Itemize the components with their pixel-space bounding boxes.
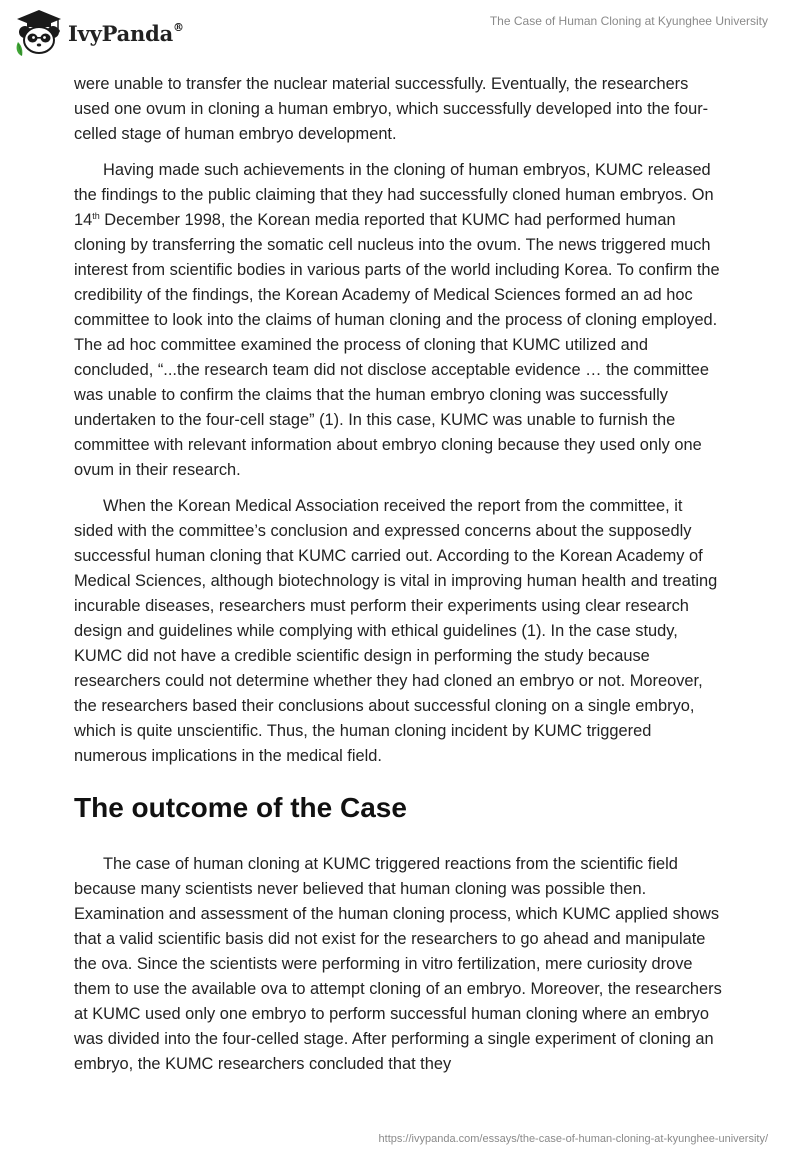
page-header [0,0,800,70]
paragraph-4: The case of human cloning at KUMC triggered reactions from the scientific field because many scientists never believed that human cloning was possible then. Examination and assessment of the human cloning process, which KUMC applied shows that a valid scientific basis did not exist for the researchers to go ahead and manipulate the ova. Since the scientists were performing in vitro fertilization, mere curiosity drove them to use the available ova to attempt cloning of an embryo. Moreover, the researchers at KUMC used only one embryo to perform successful human cloning where an embryo was divided into the four-celled stage. After performing a single experiment of cloning an embryo, the KUMC researchers concluded that they [74,855,722,1073]
ordinal-suffix: th [92,211,100,221]
panda-graduate-icon [14,8,64,58]
document-title: The Case of Human Cloning at Kyunghee University [489,14,768,28]
ivypanda-logo[interactable] [14,8,184,58]
section-heading: The outcome of the Case [74,792,407,823]
paragraph-2: Having made such achievements in the cloning of human embryos, KUMC released the findings to the public claiming that they had successfully cloned human embryos. On 14th December 1998, the Korean media reported that KUMC had performed human cloning by transferring the somatic cell nucleus into the ovum. The news triggered much interest from scientific bodies in various parts of the world including Korea. To confirm the credibility of the findings, the Korean Academy of Medical Sciences formed an ad hoc committee to look into the claims of human cloning and the process of cloning employed. The ad hoc committee examined the process of cloning that KUMC utilized and concluded, “...the research team did not disclose acceptable evidence … the committee was unable to confirm the claims that the human embryo cloning was successfully undertaken to the four-cell stage” (1). In this case, KUMC was unable to furnish the committee with relevant information about embryo cloning because they used only one ovum in their research. [74,161,720,479]
paragraph-1: were unable to transfer the nuclear material successfully. Eventually, the researchers used one ovum in cloning a human embryo, which successfully developed into the four-celled stage of human embryo development. [74,75,709,143]
registered-mark: ® [173,20,184,34]
paragraph-3: When the Korean Medical Association received the report from the committee, it sided with the committee’s conclusion and expressed concerns about the supposedly successful human cloning that KUMC carried out. According to the Korean Academy of Medical Sciences, although biotechnology is vital in improving human health and treating incurable diseases, researchers must perform their experiments using clear research design and guidelines while complying with ethical guidelines (1). In the case study, KUMC did not have a credible scientific design in performing the study because researchers could not determine whether they had cloned an embryo or not. Moreover, the researchers based their conclusions about successful cloning on a single embryo, which is quite unscientific. Thus, the human cloning incident by KUMC triggered numerous implications in the medical field. [74,497,718,765]
logo-wordmark: IvyPanda® [68,20,184,46]
essay-body [74,72,726,1088]
source-url-link[interactable]: https://ivypanda.com/essays/the-case-of-human-cloning-at-kyunghee-university/ [378,1133,768,1145]
